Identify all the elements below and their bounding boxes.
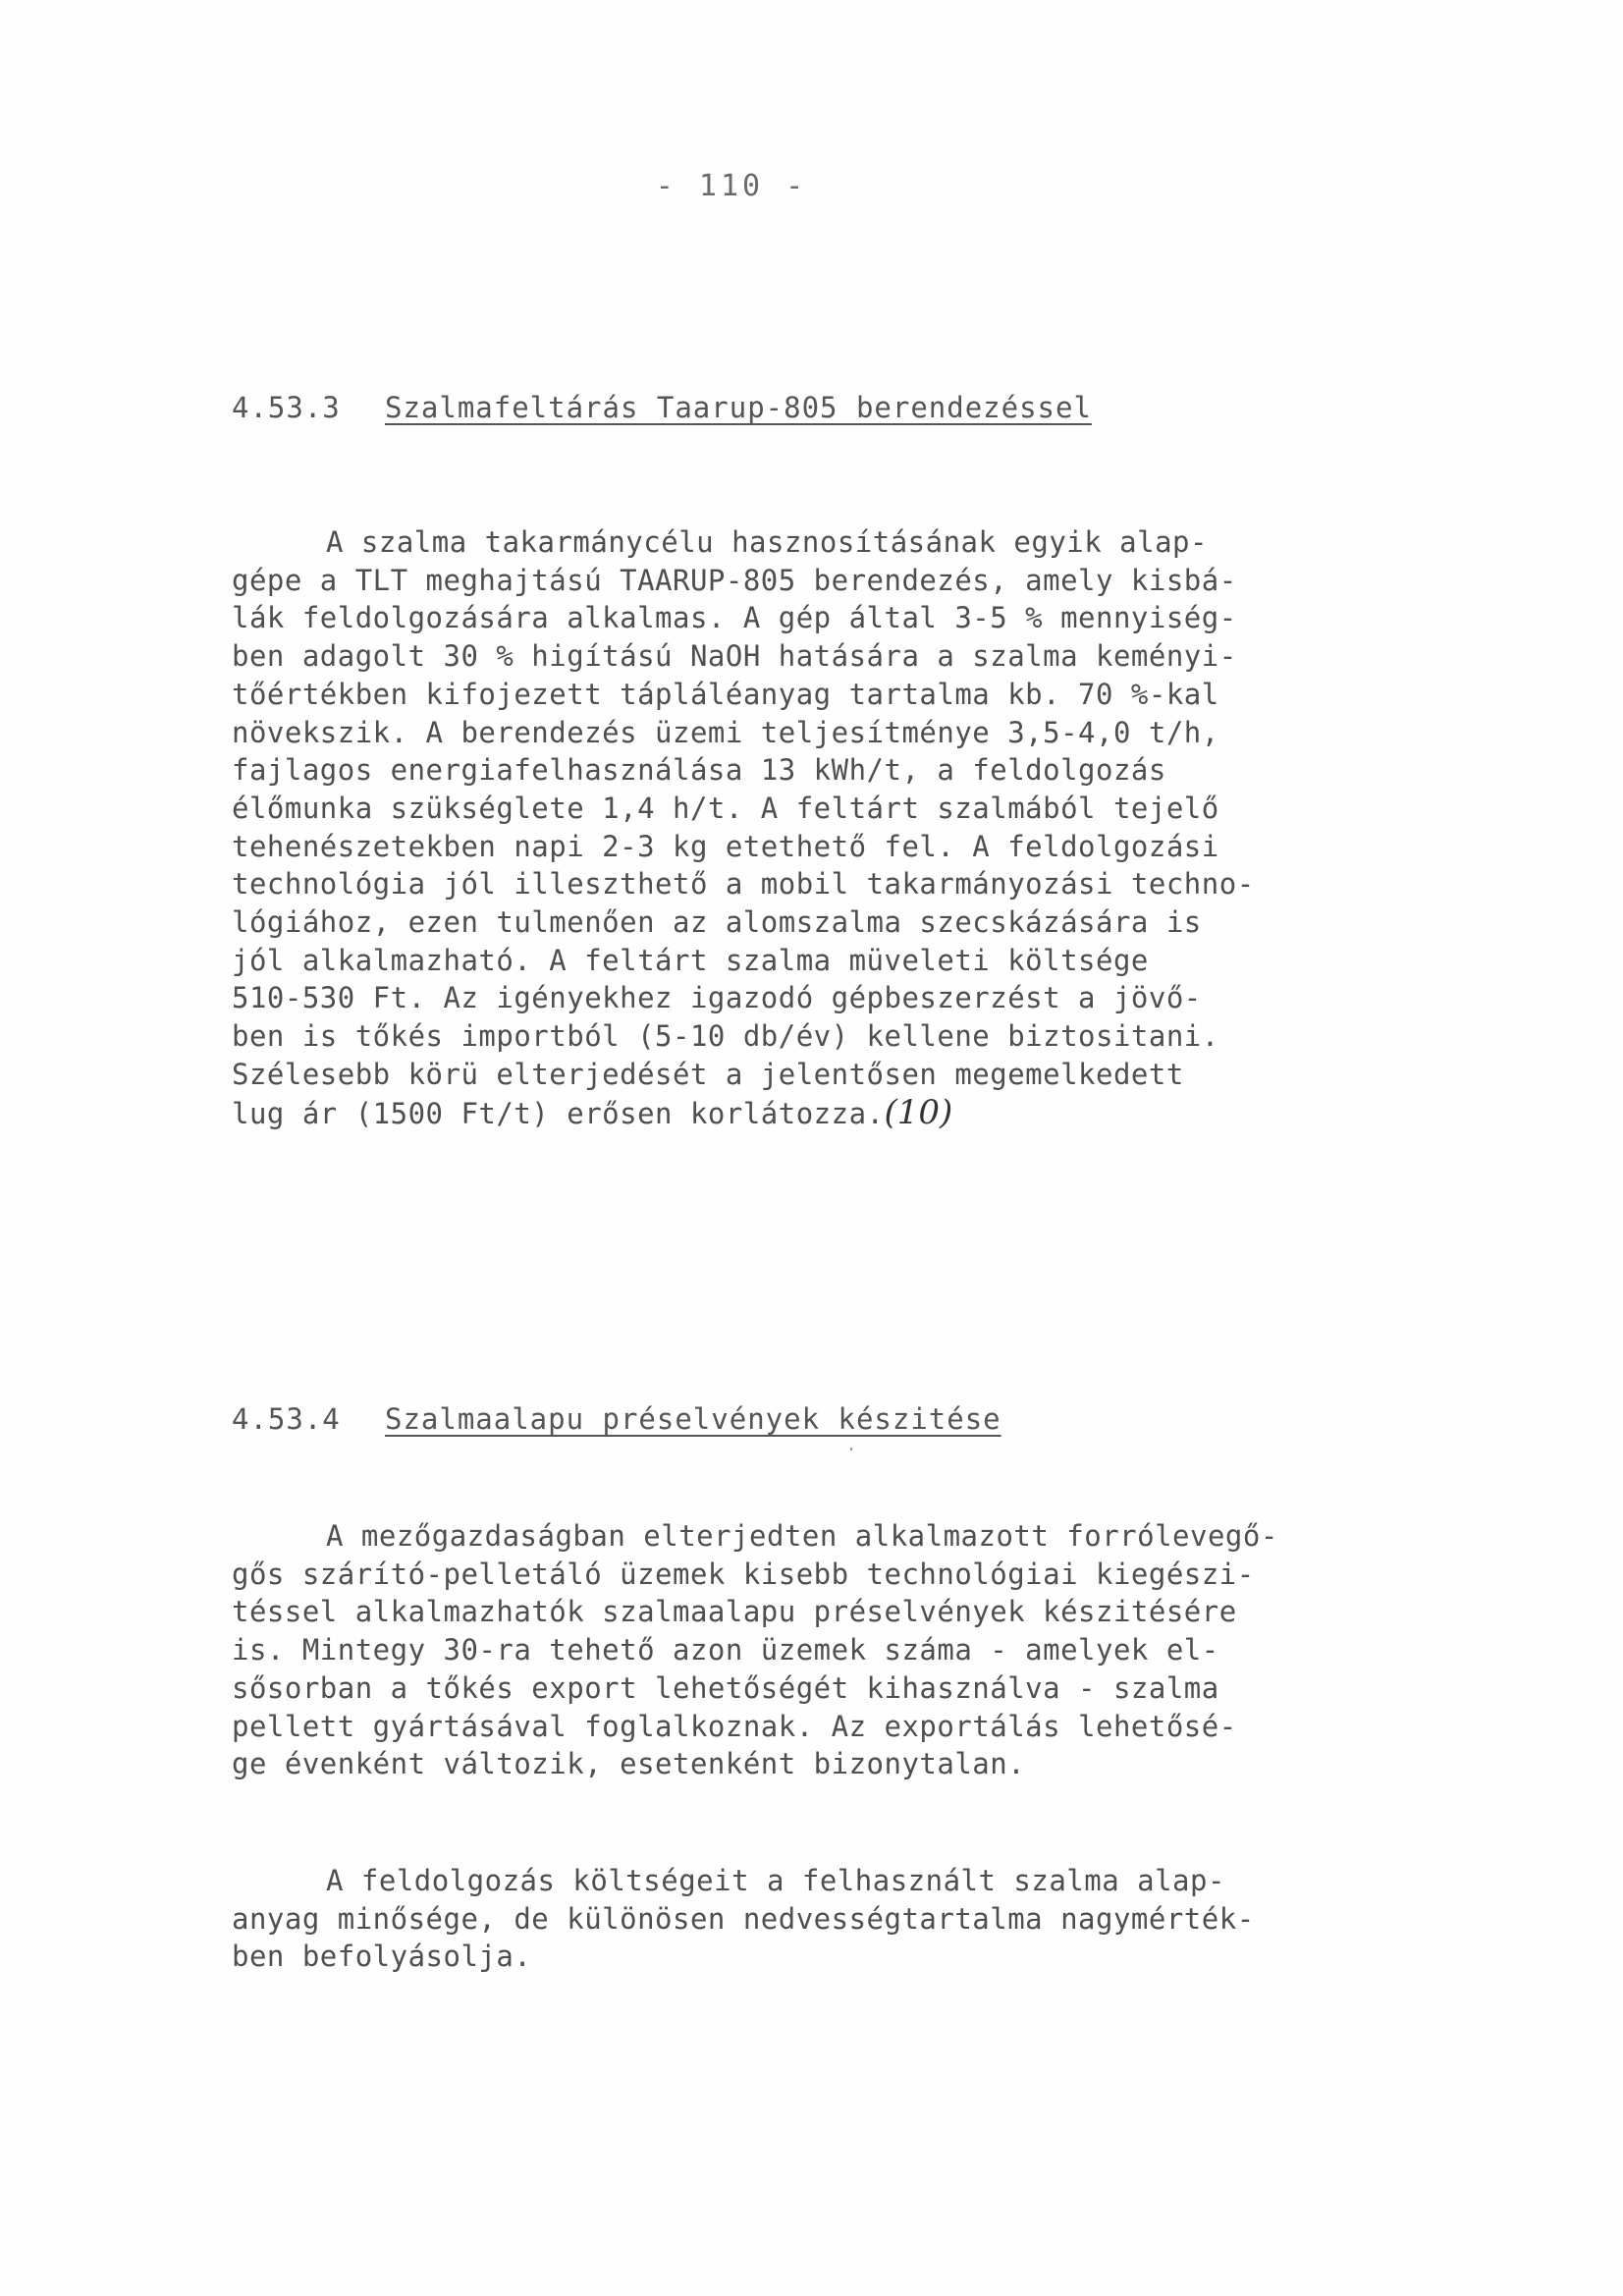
- section-4-53-4-paragraph-1: [232, 1517, 1410, 1783]
- section-heading-4-53-3: [232, 391, 1092, 424]
- text-line: növekszik. A berendezés üzemi teljesítménye 3,5-4,0 t/h,: [232, 715, 1219, 749]
- section-number: 4.53.3: [232, 391, 341, 424]
- section-heading-4-53-4: [232, 1402, 1001, 1436]
- text-line: ben befolyásolja.: [232, 1940, 532, 1974]
- text-line: A feldolgozás költségeit a felhasznált szalma alap-: [326, 1864, 1225, 1897]
- text-line: ben is tőkés importból (5-10 db/év) kellene biztositani.: [232, 1019, 1219, 1054]
- section-title: Szalmafeltárás Taarup-805 berendezéssel: [385, 391, 1092, 424]
- handwritten-citation: (10): [884, 1093, 953, 1132]
- text-line: tőértékben kifojezett tápláléanyag tartalma kb. 70 %-kal: [232, 677, 1219, 711]
- text-line: jól alkalmazható. A feltárt szalma müveleti költsége: [232, 943, 1149, 977]
- text-line: is. Mintegy 30-ra tehető azon üzemek száma - amelyek el-: [232, 1633, 1219, 1667]
- text-line: fajlagos energiafelhasználása 13 kWh/t, a feldolgozás: [232, 753, 1166, 788]
- text-line: lák feldolgozására alkalmas. A gép által 3-5 % mennyiség-: [232, 601, 1237, 635]
- section-4-53-4-paragraph-2: [232, 1862, 1410, 1976]
- text-line: sősorban a tőkés export lehetőségét kihasználva - szalma: [232, 1670, 1219, 1705]
- scan-speck: [850, 1448, 852, 1450]
- text-line: ben adagolt 30 % higítású NaOH hatására a szalma keményi-: [232, 639, 1237, 674]
- section-4-53-3-paragraph: [232, 523, 1410, 1132]
- text-line: ge évenként változik, esetenként bizonytalan.: [232, 1747, 1026, 1781]
- section-number: 4.53.4: [232, 1402, 341, 1436]
- text-line: téssel alkalmazhatók szalmaalapu préselvények készitésére: [232, 1595, 1237, 1629]
- text-line: élőmunka szükséglete 1,4 h/t. A feltárt szalmából tejelő: [232, 791, 1219, 825]
- section-title: Szalmaalapu préselvények készitése: [385, 1402, 1001, 1436]
- text-line: A mezőgazdaságban elterjedten alkalmazott forrólevegő-: [326, 1519, 1278, 1553]
- text-line: 510-530 Ft. Az igényekhez igazodó gépbeszerzést a jövő-: [232, 981, 1202, 1015]
- text-line: Szélesebb körü elterjedését a jelentősen megemelkedett: [232, 1057, 1184, 1091]
- text-line-last: [232, 1094, 1410, 1133]
- page-number: - 110 -: [655, 169, 808, 203]
- text-line: gépe a TLT meghajtású TAARUP-805 berendezés, amely kisbá-: [232, 563, 1237, 597]
- text-line: anyag minősége, de különösen nedvességtartalma nagymérték-: [232, 1901, 1255, 1936]
- text-line: gős szárító-pelletáló üzemek kisebb technológiai kiegészi-: [232, 1557, 1255, 1591]
- text-line: technológia jól illeszthető a mobil takarmányozási techno-: [232, 867, 1255, 902]
- text-line: tehenészetekben napi 2-3 kg etethető fel. A feldolgozási: [232, 829, 1219, 863]
- text-line: lógiához, ezen tulmenően az alomszalma szecskázására is: [232, 905, 1202, 940]
- text-line-content: lug ár (1500 Ft/t) erősen korlátozza.: [232, 1096, 885, 1130]
- text-line: pellett gyártásával foglalkoznak. Az exportálás lehetősé-: [232, 1709, 1237, 1743]
- text-line: A szalma takarmánycélu hasznosításának egyik alap-: [326, 525, 1208, 559]
